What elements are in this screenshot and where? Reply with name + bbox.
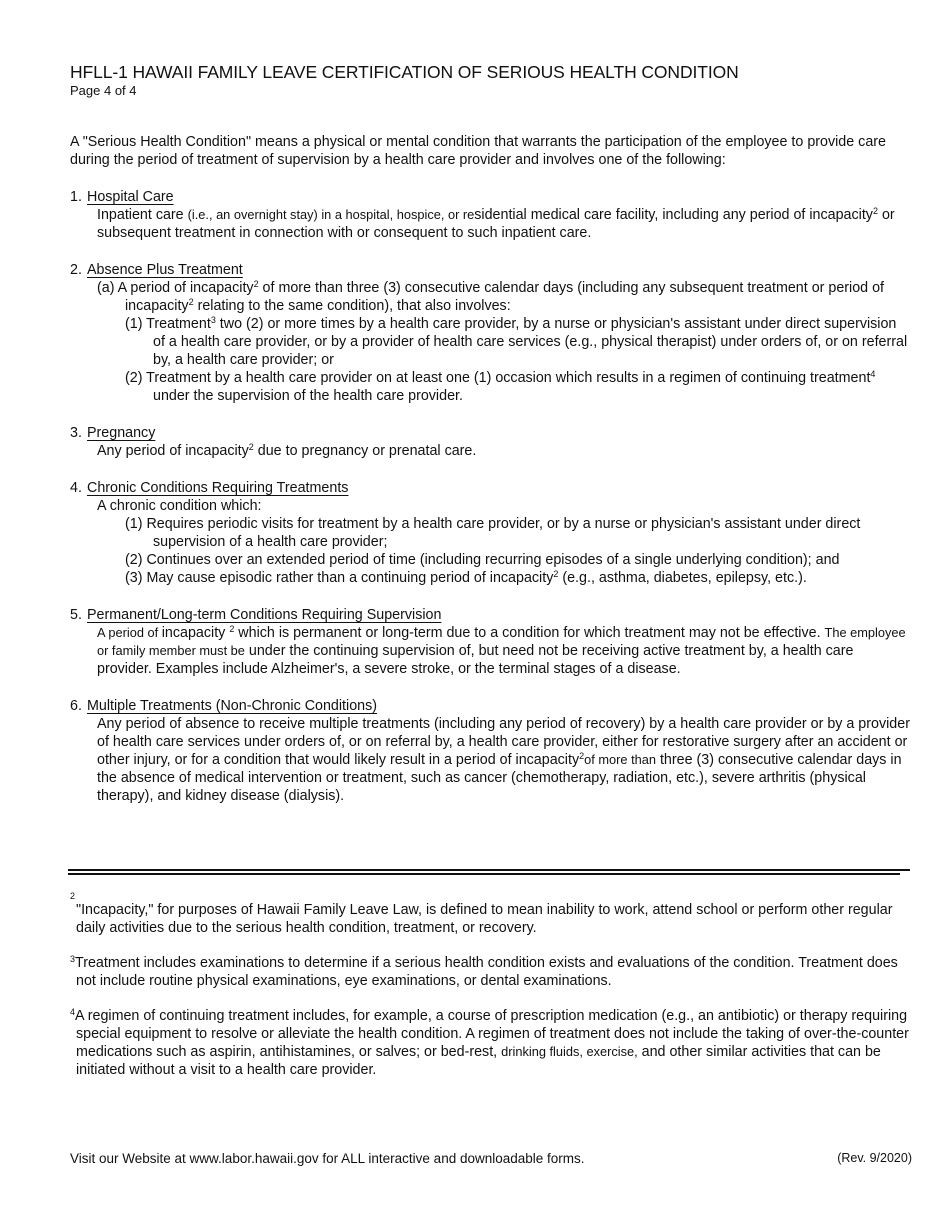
text-segment: (3) May cause episodic rather than a continuing period of incapacity: [125, 570, 554, 586]
footnote-mark: 4: [70, 1007, 76, 1017]
section-title: Absence Plus Treatment: [87, 262, 243, 278]
text-segment: of more than three (3) consecutive calendar days (including any subsequent treatment or period of incapacity: [125, 280, 885, 314]
footnote-ref: 2: [553, 569, 559, 579]
section-number: 5.: [70, 607, 82, 623]
footnotes: [70, 891, 912, 1079]
text-segment: Any period of incapacity: [97, 443, 249, 459]
section-body: [97, 715, 912, 805]
section-title: Multiple Treatments (Non-Chronic Conditions): [87, 698, 378, 714]
item-2: (2) Continues over an extended period of time (including recurring episodes of a single underlying condition); and: [125, 552, 840, 568]
item-3: [125, 569, 912, 587]
text-segment: A regimen of continuing treatment includes, for example, a course of prescription medication (e.g., an antibiotic) or therapy requiring special equipment to resolve or alleviate the health condition. A regimen of treatment does not include the taking of over-the-counter medications such as aspirin, antihistamines, or salves; or bed-rest,: [75, 1008, 909, 1060]
text-segment: of more than: [584, 752, 656, 767]
text-segment: (1) Treatment: [125, 316, 211, 332]
section-chronic-conditions: [70, 479, 912, 587]
text-segment: which is permanent or long-term due to a condition for which treatment may not be effective.: [234, 625, 821, 641]
footnote-ref: 2: [188, 297, 194, 307]
section-pregnancy: [70, 424, 912, 460]
item-a-1: [125, 315, 912, 369]
footnote-mark: 3: [70, 954, 76, 964]
section-absence-plus-treatment: [70, 261, 912, 405]
text-segment: (e.g., asthma, diabetes, epilepsy, etc.).: [558, 570, 807, 586]
footnote-ref: 2: [229, 624, 235, 634]
website-notice: Visit our Website at www.labor.hawaii.gov for ALL interactive and downloadable forms.: [70, 1151, 585, 1166]
text-segment: sidential medical care facility, including any period of incapacity: [474, 207, 873, 223]
footnote-ref: 2: [253, 279, 259, 289]
footnote-4: [70, 1007, 912, 1079]
text-segment: incapacity: [161, 625, 230, 641]
text-segment: (2) Treatment by a health care provider on at least one (1) occasion which results in a regimen of continuing treatment: [125, 370, 871, 386]
footnote-divider: [68, 869, 910, 871]
section-body: [97, 442, 912, 460]
section-title: Chronic Conditions Requiring Treatments: [87, 480, 349, 496]
footnote-ref: 2: [248, 442, 254, 452]
section-title: Pregnancy: [87, 425, 156, 441]
section-number: 1.: [70, 189, 82, 205]
text-segment: A period of: [97, 625, 162, 640]
footnote-3: [70, 954, 912, 990]
section-multiple-treatments: [70, 697, 912, 805]
text-segment: Inpatient care: [97, 207, 184, 223]
page-number: Page 4 of 4: [70, 83, 137, 98]
section-hospital-care: [70, 188, 912, 242]
footnote-mark: 2: [70, 891, 76, 901]
item-a-2: [125, 369, 912, 405]
text-segment: two (2) or more times by a health care provider, by a nurse or physician's assistant under direct supervision of a health care provider, or by a provider of health care services (e.g., physical therapist) under orders of, or on referral by, a health care provider; or: [153, 316, 908, 368]
text-segment: Any period of absence to receive multiple treatments (including any period of recovery) by a health care provider or by a provider of health care services under orders of, or on referral by, a health care provider, either for restorative surgery after an accident or other injury, or for a condition that would likely result in a period of incapacity: [97, 716, 910, 768]
text-segment: three (3) consecutive calendar days in the absence of medical intervention or treatment, such as cancer (chemotherapy, radiation, etc.), severe arthritis (physical therapy), and kidney disease (dialysis).: [97, 752, 902, 804]
text-segment: drinking fluids, exercise,: [501, 1044, 638, 1059]
text-segment: (a) A period of incapacity: [97, 280, 254, 296]
footnote-ref: 2: [579, 751, 585, 761]
footnote-divider-secondary: [68, 873, 900, 875]
section-body: [97, 624, 912, 678]
section-body: [97, 206, 912, 242]
text-segment: Treatment includes examinations to determine if a serious health condition exists and evaluations of the condition. Treatment does not include routine physical examinations, eye examinations, or dental examinations.: [75, 955, 898, 989]
text-segment: (i.e., an overnight stay) in a hospital, hospice, or re: [187, 207, 475, 222]
revision-date: (Rev. 9/2020): [837, 1151, 912, 1165]
text-segment: due to pregnancy or prenatal care.: [253, 443, 477, 459]
footnote-2: "Incapacity," for purposes of Hawaii Family Leave Law, is defined to mean inability to work, attend school or perform other regular daily activities due to the serious health condition, treatment, or recovery.: [76, 902, 893, 936]
section-lead: A chronic condition which:: [97, 498, 262, 514]
section-title: Hospital Care: [87, 189, 174, 205]
text-segment: and other similar activities that can be initiated without a visit to a health care provider.: [76, 1044, 881, 1078]
section-number: 4.: [70, 480, 82, 496]
item-a: [97, 279, 912, 315]
section-permanent-conditions: [70, 606, 912, 678]
intro-paragraph: A "Serious Health Condition" means a physical or mental condition that warrants the participation of the employee to provide care during the period of treatment of supervision by a health care provider and involves one of the following:: [70, 134, 886, 168]
text-segment: or subsequent treatment in connection with or consequent to such inpatient care.: [97, 207, 895, 241]
section-title: Permanent/Long-term Conditions Requiring Supervision: [87, 607, 442, 623]
section-number: 3.: [70, 425, 82, 441]
section-number: 2.: [70, 262, 82, 278]
footnote-ref: 3: [210, 315, 216, 325]
footnote-ref: 4: [870, 369, 876, 379]
item-1: (1) Requires periodic visits for treatment by a health care provider, or by a nurse or physician's assistant under direct supervision of a health care provider;: [125, 516, 861, 550]
document-title: HFLL-1 HAWAII FAMILY LEAVE CERTIFICATION OF SERIOUS HEALTH CONDITION: [70, 62, 739, 82]
text-segment: relating to the same condition), that also involves:: [193, 298, 511, 314]
text-segment: under the supervision of the health care provider.: [153, 388, 463, 404]
text-segment: The employee or family member must be: [97, 625, 906, 658]
page-footer: [70, 1151, 912, 1166]
document-page: [70, 62, 912, 805]
footnote-ref: 2: [872, 206, 878, 216]
section-number: 6.: [70, 698, 82, 714]
text-segment: under the continuing supervision of, but need not be receiving active treatment by, a health care provider. Examples include Alzheimer's, a severe stroke, or the terminal stages of a disease.: [97, 643, 854, 677]
